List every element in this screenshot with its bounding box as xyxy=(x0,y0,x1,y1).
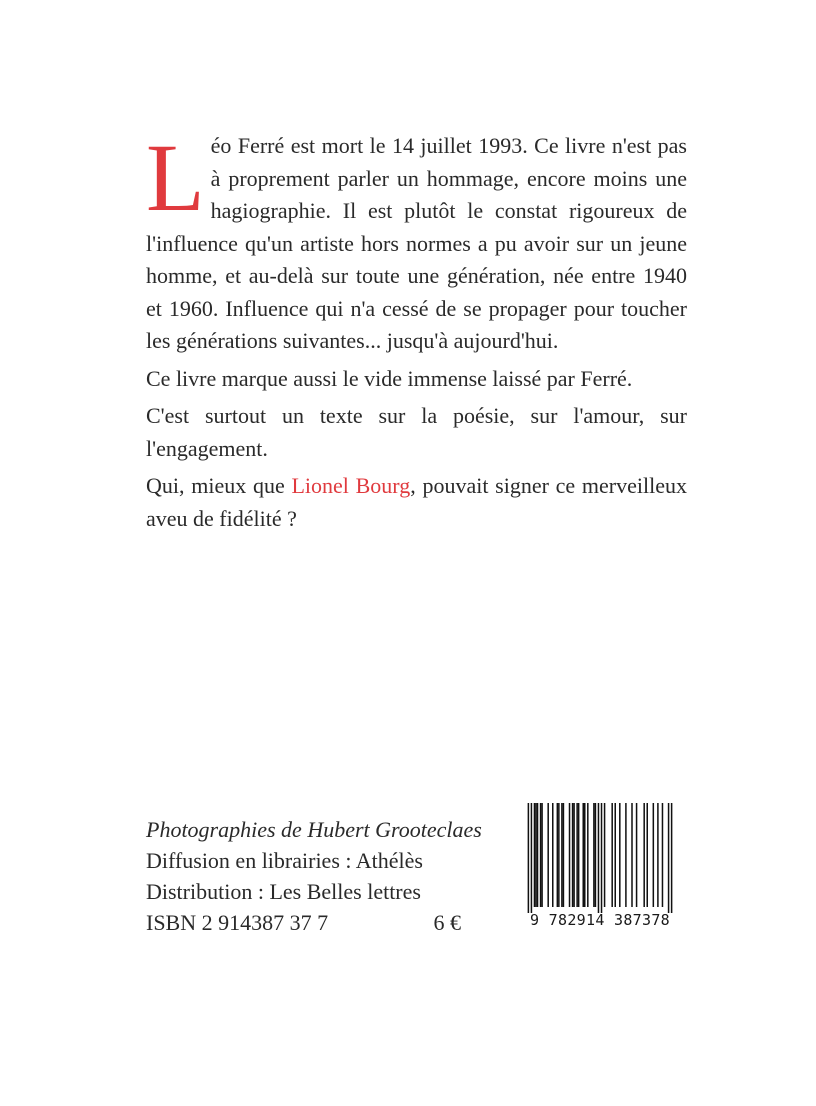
blurb-paragraph-1 xyxy=(146,124,687,358)
barcode-bar xyxy=(578,803,580,907)
blurb-paragraph-3: C'est surtout un texte sur la poésie, sur l'amour, sur l'engagement. xyxy=(146,403,687,461)
blurb-paragraph-1-text: éo Ferré est mort le 14 juillet 1993. Ce livre n'est pas à proprement parler un hommage, encore moins une hagiographie. Il est plutôt le constat rigoureux de l'influence qu'un artiste hors normes a pu avoir sur un jeune homme, et au-delà sur toute une génération, née entre 1940 et 1960. Influence qui n'a cessé de se propager pour toucher les générations suivantes... jusqu'à aujourd'hui. xyxy=(146,133,687,353)
barcode xyxy=(520,803,680,933)
blurb-paragraph-2: Ce livre marque aussi le vide immense laissé par Ferré. xyxy=(146,365,633,391)
drop-cap: L xyxy=(146,124,205,231)
barcode-bar xyxy=(668,803,670,913)
barcode-bar xyxy=(573,803,575,907)
barcode-bar xyxy=(547,803,549,907)
barcode-bar xyxy=(646,803,648,907)
price: 6 € xyxy=(433,910,461,935)
barcode-bar xyxy=(657,803,659,907)
barcode-bar xyxy=(631,803,633,907)
barcode-bar xyxy=(593,803,595,907)
barcode-digits: 9 782914 387378 xyxy=(530,911,670,929)
barcode-bar xyxy=(534,803,536,907)
barcode-bar xyxy=(582,803,584,907)
author-name: Lionel Bourg xyxy=(291,473,411,498)
barcode-bar xyxy=(572,803,574,907)
blurb-paragraph-4-end: , pouvait signer ce merveilleux aveu de fidélité ? xyxy=(146,473,687,531)
barcode-bar xyxy=(643,803,645,907)
barcode-bar xyxy=(557,803,559,907)
blurb-text xyxy=(146,124,687,540)
barcode-bar xyxy=(541,803,543,907)
barcode-bar xyxy=(598,803,600,913)
barcode-bar xyxy=(540,803,542,907)
barcode-bar xyxy=(636,803,638,907)
barcode-bar xyxy=(528,803,530,913)
barcode-bar xyxy=(653,803,655,907)
barcode-bar xyxy=(601,803,603,913)
barcode-bar xyxy=(531,803,533,913)
barcode-bar xyxy=(563,803,565,907)
publishing-credits xyxy=(146,814,482,938)
isbn: ISBN 2 914387 37 7 xyxy=(146,910,329,935)
blurb-paragraph-4 xyxy=(146,470,687,535)
barcode-bar xyxy=(537,803,539,907)
barcode-bar xyxy=(561,803,563,907)
isbn-price-row xyxy=(146,907,461,938)
barcode-bar xyxy=(619,803,621,907)
barcode-bar xyxy=(611,803,613,907)
barcode-bar xyxy=(535,803,537,907)
barcode-bar xyxy=(576,803,578,907)
barcode-bar xyxy=(584,803,586,907)
barcode-bar xyxy=(552,803,554,907)
distribution-credit: Distribution : Les Belles lettres xyxy=(146,879,421,904)
barcode-bar xyxy=(604,803,606,907)
barcode-bar xyxy=(625,803,627,907)
diffusion-credit: Diffusion en librairies : Athélès xyxy=(146,848,423,873)
barcode-bar xyxy=(614,803,616,907)
photo-credit: Photographies de Hubert Grooteclaes xyxy=(146,817,482,842)
barcode-bar xyxy=(587,803,589,907)
barcode-bars xyxy=(520,803,680,913)
barcode-bar xyxy=(569,803,571,907)
barcode-bar xyxy=(558,803,560,907)
barcode-bar xyxy=(671,803,673,913)
barcode-bar xyxy=(662,803,664,907)
blurb-paragraph-4-start: Qui, mieux que xyxy=(146,473,292,498)
barcode-bar xyxy=(595,803,597,907)
